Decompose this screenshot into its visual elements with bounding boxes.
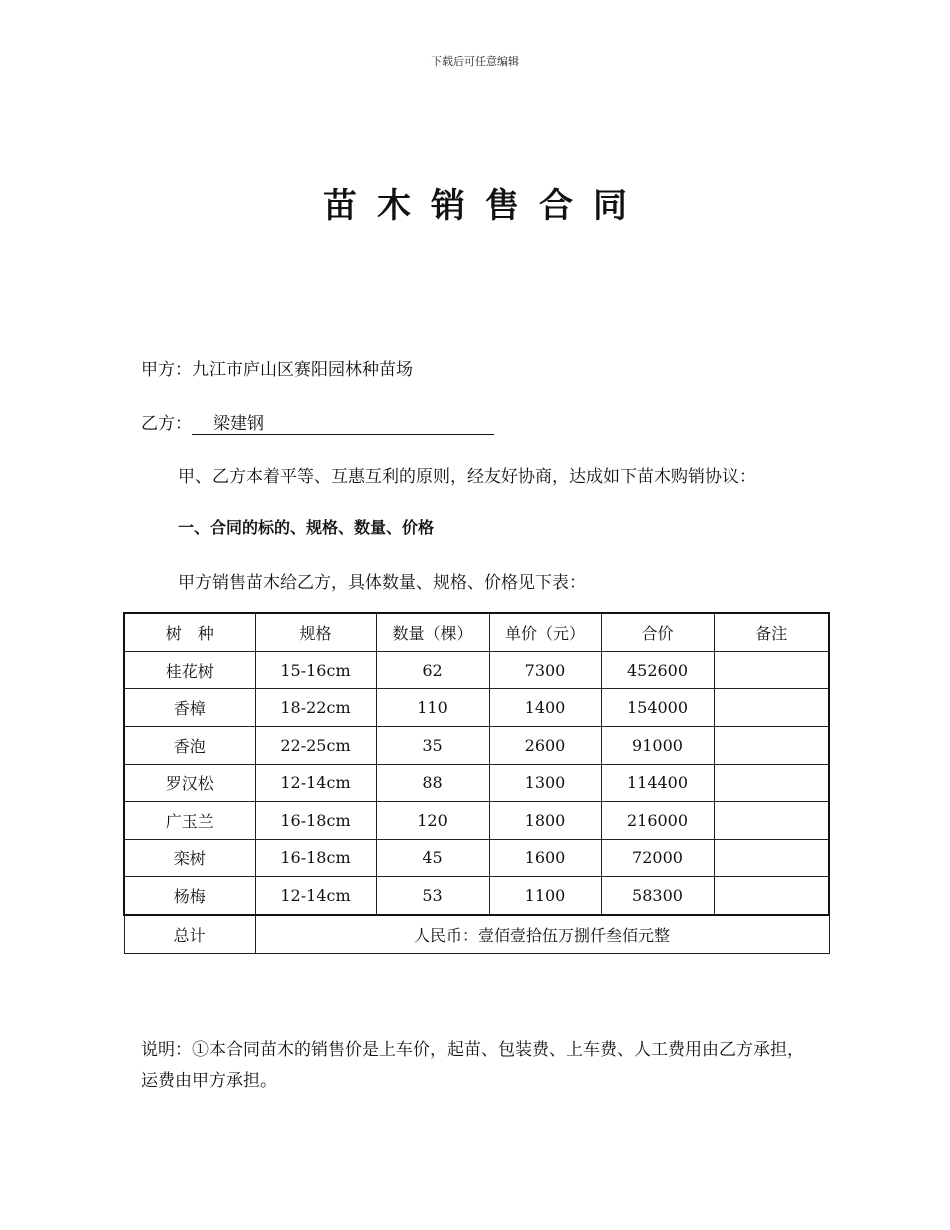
table-cell: 53: [376, 877, 489, 915]
table-row: [124, 651, 829, 689]
header-cell: 数量（棵）: [376, 613, 489, 651]
table-cell: 216000: [601, 802, 714, 840]
table-cell: 62: [376, 651, 489, 689]
table-cell: 452600: [601, 651, 714, 689]
table-cell: 桂花树: [124, 651, 255, 689]
table-cell: [714, 764, 829, 802]
table-cell: [714, 802, 829, 840]
table-cell: 22-25cm: [255, 726, 376, 764]
table-cell: 1800: [489, 802, 601, 840]
table-cell: 广玉兰: [124, 802, 255, 840]
header-cell: 规格: [255, 613, 376, 651]
table-cell: 16-18cm: [255, 802, 376, 840]
table-cell: 110: [376, 689, 489, 727]
party-b-label: 乙方：: [141, 414, 192, 434]
header-cell: 树 种: [124, 613, 255, 651]
table-total-row: [124, 915, 829, 953]
party-a-value: 九江市庐山区赛阳园林种苗场: [192, 360, 413, 380]
table-cell: 1100: [489, 877, 601, 915]
table-cell: 18-22cm: [255, 689, 376, 727]
note-paragraph: 说明：①本合同苗木的销售价是上车价，起苗、包装费、上车费、人工费用由乙方承担，运费由甲方承担。: [141, 1040, 804, 1091]
table-row: [124, 839, 829, 877]
table-row: [124, 689, 829, 727]
table-cell: 120: [376, 802, 489, 840]
table-cell: 45: [376, 839, 489, 877]
table-cell: 香泡: [124, 726, 255, 764]
table-cell: 91000: [601, 726, 714, 764]
section-1-heading: 一、合同的标的、规格、数量、价格: [178, 518, 435, 537]
table-row: [124, 877, 829, 915]
document-title: 苗木销售合同: [323, 186, 647, 226]
table-cell: 114400: [601, 764, 714, 802]
table-cell: 香樟: [124, 689, 255, 727]
table-row: [124, 802, 829, 840]
table-row: [124, 726, 829, 764]
total-value: 人民币：壹佰壹拾伍万捌仟叁佰元整: [255, 915, 829, 953]
table-cell: 7300: [489, 651, 601, 689]
header-note: 下载后可任意编辑: [431, 55, 519, 68]
table-header-row: [124, 613, 829, 651]
table-cell: 35: [376, 726, 489, 764]
header-cell: 单价（元）: [489, 613, 601, 651]
table-cell: 罗汉松: [124, 764, 255, 802]
party-b-line: [141, 409, 494, 435]
table-cell: 2600: [489, 726, 601, 764]
table-cell: 12-14cm: [255, 764, 376, 802]
table-cell: 16-18cm: [255, 839, 376, 877]
table-cell: [714, 651, 829, 689]
table-cell: 88: [376, 764, 489, 802]
section-1-text: 甲方销售苗木给乙方，具体数量、规格、价格见下表：: [178, 573, 586, 593]
total-label: 总计: [124, 915, 255, 953]
table-cell: 栾树: [124, 839, 255, 877]
table-cell: 15-16cm: [255, 651, 376, 689]
party-b-value: 梁建钢: [192, 409, 494, 435]
table-cell: [714, 839, 829, 877]
table-cell: [714, 689, 829, 727]
party-a-line: [141, 355, 413, 380]
table-row: [124, 764, 829, 802]
table-cell: 1300: [489, 764, 601, 802]
header-cell: 合价: [601, 613, 714, 651]
header-cell: 备注: [714, 613, 829, 651]
table-cell: 154000: [601, 689, 714, 727]
intro-paragraph: 甲、乙方本着平等、互惠互利的原则，经友好协商，达成如下苗木购销协议：: [178, 467, 756, 487]
product-table: [123, 612, 830, 954]
table-cell: 1400: [489, 689, 601, 727]
table-cell: 12-14cm: [255, 877, 376, 915]
table-cell: [714, 726, 829, 764]
table-cell: 杨梅: [124, 877, 255, 915]
table-cell: [714, 877, 829, 915]
party-a-label: 甲方：: [141, 360, 192, 380]
table-cell: 58300: [601, 877, 714, 915]
table-cell: 1600: [489, 839, 601, 877]
table-cell: 72000: [601, 839, 714, 877]
